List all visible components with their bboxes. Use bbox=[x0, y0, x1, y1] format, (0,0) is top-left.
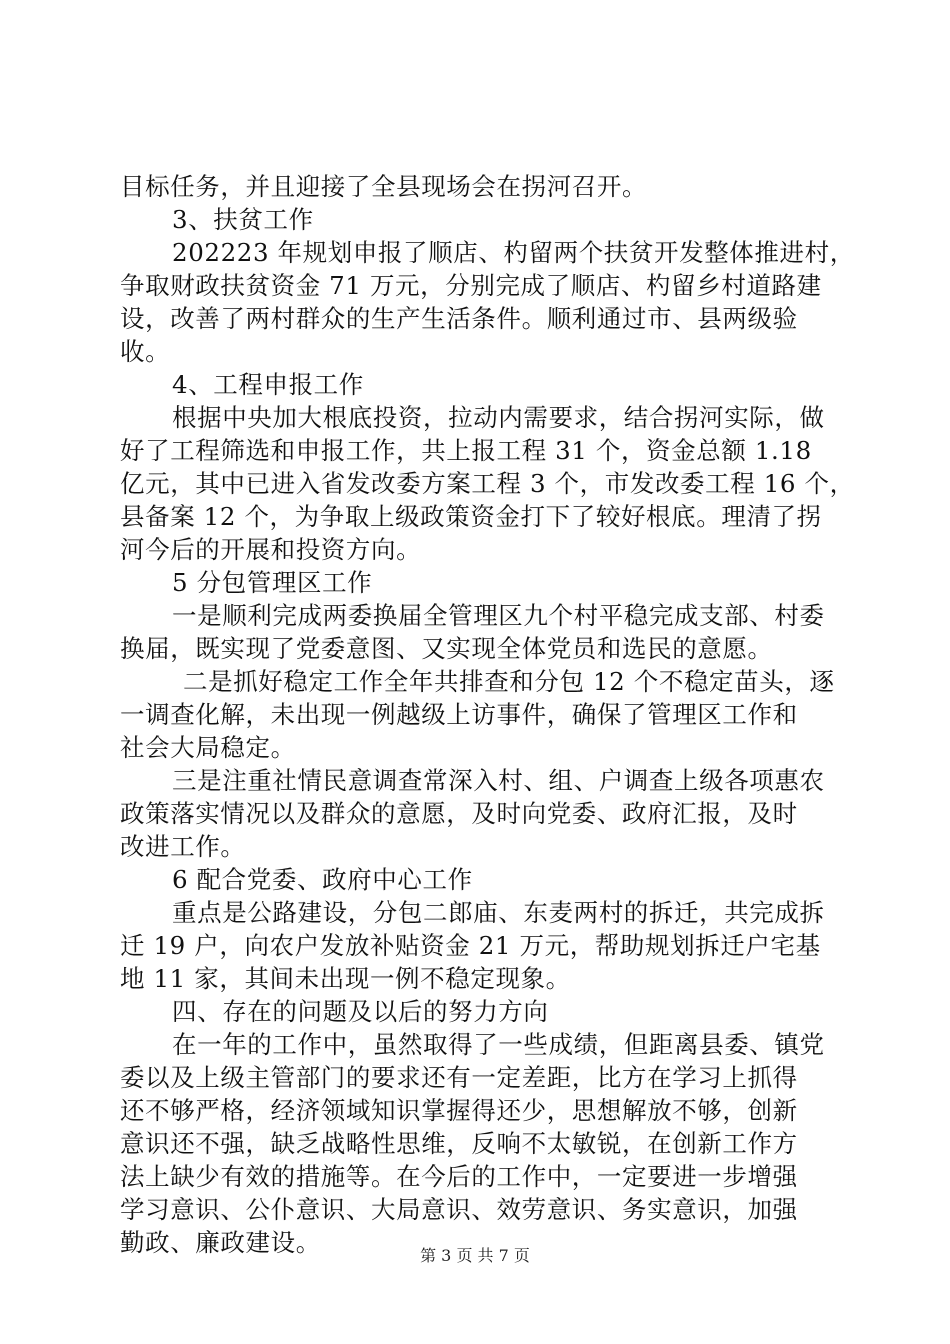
body-line: 设，改善了两村群众的生产生活条件。顺利通过市、县两级验 bbox=[120, 304, 798, 333]
body-line: 意识还不强，缺乏战略性思维，反响不太敏锐，在创新工作方 bbox=[120, 1129, 798, 1158]
body-line: 改进工作。 bbox=[120, 832, 246, 861]
body-line: 争取财政扶贫资金 71 万元，分别完成了顺店、杓留乡村道路建 bbox=[120, 271, 822, 300]
body-line: 委以及上级主管部门的要求还有一定差距，比方在学习上抓得 bbox=[120, 1063, 798, 1092]
body-line: 三是注重社情民意调查常深入村、组、户调查上级各项惠农 bbox=[172, 766, 825, 795]
body-line: 重点是公路建设，分包二郎庙、东麦两村的拆迁，共完成拆 bbox=[172, 898, 825, 927]
body-line: 在一年的工作中，虽然取得了一些成绩，但距离县委、镇党 bbox=[172, 1030, 825, 1059]
body-line: 河今后的开展和投资方向。 bbox=[120, 535, 422, 564]
body-line: 一是顺利完成两委换届全管理区九个村平稳完成支部、村委 bbox=[172, 601, 825, 630]
body-line: 学习意识、公仆意识、大局意识、效劳意识、务实意识，加强 bbox=[120, 1195, 798, 1224]
body-line: 收。 bbox=[120, 337, 171, 366]
page-number-footer: 第 3 页 共 7 页 bbox=[420, 1246, 530, 1265]
section-heading: 3、扶贫工作 bbox=[172, 205, 314, 234]
body-line: 202223 年规划申报了顺店、杓留两个扶贫开发整体推进村， bbox=[172, 238, 855, 267]
body-line: 社会大局稳定。 bbox=[120, 733, 296, 762]
body-line: 迁 19 户，向农户发放补贴资金 21 万元，帮助规划拆迁户宅基 bbox=[120, 931, 821, 960]
body-line: 好了工程筛选和申报工作，共上报工程 31 个，资金总额 1.18 bbox=[120, 436, 812, 465]
body-line: 勤政、廉政建设。 bbox=[120, 1228, 321, 1257]
section-heading: 4、工程申报工作 bbox=[172, 370, 364, 399]
section-heading: 5 分包管理区工作 bbox=[172, 568, 373, 597]
body-line: 还不够严格，经济领域知识掌握得还少，思想解放不够，创新 bbox=[120, 1096, 798, 1125]
body-line: 政策落实情况以及群众的意愿，及时向党委、政府汇报，及时 bbox=[120, 799, 798, 828]
body-line: 法上缺少有效的措施等。在今后的工作中，一定要进一步增强 bbox=[120, 1162, 798, 1191]
body-line: 根据中央加大根底投资，拉动内需要求，结合拐河实际，做 bbox=[172, 403, 825, 432]
body-line: 亿元，其中已进入省发改委方案工程 3 个，市发改委工程 16 个， bbox=[120, 469, 855, 498]
body-line: 一调查化解，未出现一例越级上访事件，确保了管理区工作和 bbox=[120, 700, 798, 729]
body-line: 地 11 家，其间未出现一例不稳定现象。 bbox=[120, 964, 571, 993]
body-line: 二是抓好稳定工作全年共排查和分包 12 个不稳定苗头，逐 bbox=[183, 667, 835, 696]
document-body bbox=[120, 170, 855, 1259]
body-line: 目标任务，并且迎接了全县现场会在拐河召开。 bbox=[120, 172, 648, 201]
body-line: 换届，既实现了党委意图、又实现全体党员和选民的意愿。 bbox=[120, 634, 773, 663]
body-line: 县备案 12 个，为争取上级政策资金打下了较好根底。理清了拐 bbox=[120, 502, 822, 531]
section-heading: 四、存在的问题及以后的努力方向 bbox=[172, 997, 549, 1026]
section-heading: 6 配合党委、政府中心工作 bbox=[172, 865, 473, 894]
